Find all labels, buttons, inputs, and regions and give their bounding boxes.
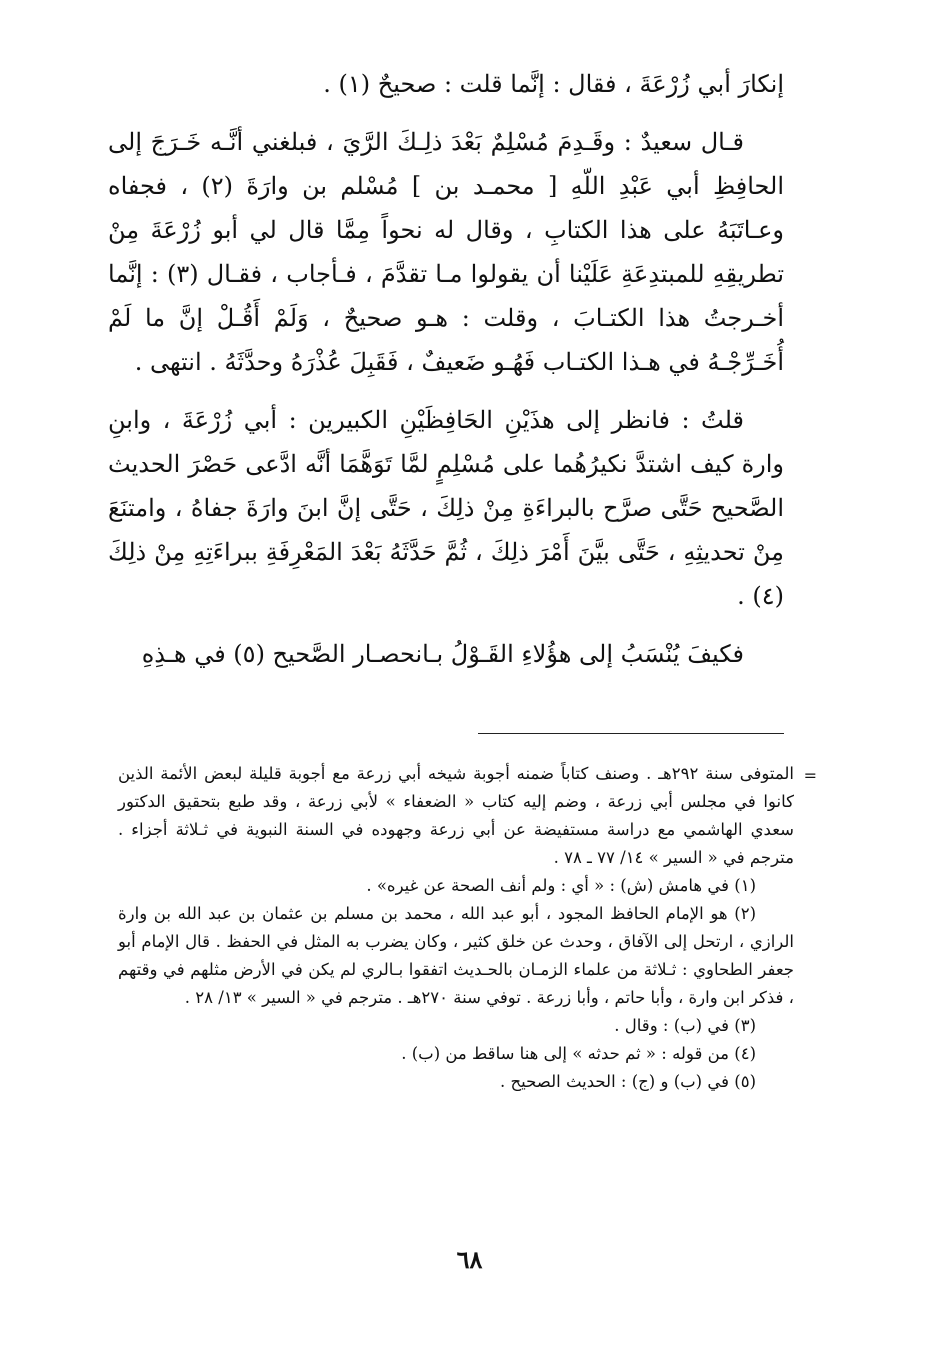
footnote-item: (٤) من قوله : « ثم حدثه » إلى هنا ساقط من (ب) .: [401, 1044, 756, 1063]
page-number: ٦٨: [456, 1245, 483, 1274]
main-paragraph: إنكارَ أبي زُرْعَةَ ، فقال : إنَّما قلت : صحيحٌ (١) .: [323, 70, 784, 98]
footnote-continuation: المتوفى سنة ٢٩٢هـ . وصنف كتاباً ضمنه أجوبة شيخه أبي زرعة مع أجوبة قليلة لبعض الأئمة الذين كانوا في مجلس أبي زرعة ، وضم إليه كتاب « الضعفاء » لأبي زرعة ، وقد طبع بتحقيق الدكتور سعدي الهاشمي مع دراسة مستفيضة عن أبي زرعة وجهوده في السنة النبوية في ثـلاثة أجزاء . مترجم في « السير » ١٤/ ٧٧ ـ ٧٨ .: [118, 764, 794, 867]
main-text: [108, 62, 784, 676]
main-paragraph: قلتُ : فانظر إلى هذَيْنِ الحَافِظَيْنِ الكبيرين : أبي زُرْعَةَ ، وابنِ وارة كيف اشتدَّ نكيرُهُما على مُسْلِمٍ لمَّا تَوَهَّمَا أنَّه ادَّعى حَصْرَ الحديث الصَّحيح حَتَّى صرَّح بالبراءَةِ مِنْ ذلِكَ ، حَتَّى إنَّ ابنَ وارَةَ جفاهُ ، وامتنَعَ مِنْ تحديثِهِ ، حَتَّى بيَّنَ أَمْرَ ذلِكَ ، ثُمَّ حَدَّثَهُ بَعْدَ المَعْرِفَةِ ببراءَتِهِ مِنْ ذلِكَ (٤) .: [108, 406, 784, 610]
main-paragraph: فكيفَ يُنْسَبُ إلى هؤُلاءِ القَـوْلُ بـانحصـار الصَّحيح (٥) في هـذِهِ: [141, 640, 744, 668]
footnote-item: (٥) في (ب) و (ج) : الحديث الصحيح .: [500, 1072, 756, 1091]
footnote-item: (٢) هو الإمام الحافظ المجود ، أبو عبد الله ، محمد بن مسلم بن عثمان بن عبد الله بن وارة الرازي ، ارتحل إلى الآفاق ، وحدث عن خلق كثير ، وكان يضرب به المثل في الحفظ . قال الإمام أبو جعفر الطحاوي : ثـلاثة من علماء الزمـان بالحـديث اتفقوا بـالري لم يكن في الأرض مثلهم في وقتهم ، فذكر ابن وارة ، وأبا حاتم ، وأبا زرعة . توفي سنة ٢٧٠هـ . مترجم في « السير » ١٣/ ٢٨ .: [118, 904, 794, 1007]
footnote-item: (٣) في (ب) : وقال .: [614, 1016, 756, 1035]
footnote-separator: [478, 733, 784, 734]
main-paragraph: قـال سعيدٌ : وقَـدِمَ مُسْلِمٌ بَعْدَ ذلِـكَ الرَّيَ ، فبلغني أنَّـه خَـرَجَ إلى الحافِظِ أبي عَبْدِ اللّهِ [ محمـد بن ] مُسْلم بن وارَةَ (٢) ، فجفاه وعـاتَبَهُ على هذا الكتابِ ، وقال له نحواً مِمَّا قال لي أبو زُرْعَةَ مِنْ تطريقِهِ للمبتدِعَةِ عَلَيْنا أن يقولوا مـا تقدَّمَ ، فـأجاب ، فقـال (٣) : إنَّما أخـرجتُ هذا الكتـابَ ، وقلت : هـو صحيحٌ ، وَلَمْ أَقُـلْ إنَّ ما لَمْ أُخَـرِّجْـهُ في هـذا الكتـاب فَهُـو ضَعيفٌ ، فَقَبِلَ عُذْرَهُ وحدَّثَهُ . انتهى .: [108, 128, 784, 376]
footnote-continuation-mark: =: [803, 766, 817, 785]
footnote-item: (١) في هامش (ش) : « أي : ولم أنف الصحة عن غيره» .: [366, 876, 756, 895]
footnotes: [118, 760, 794, 1096]
